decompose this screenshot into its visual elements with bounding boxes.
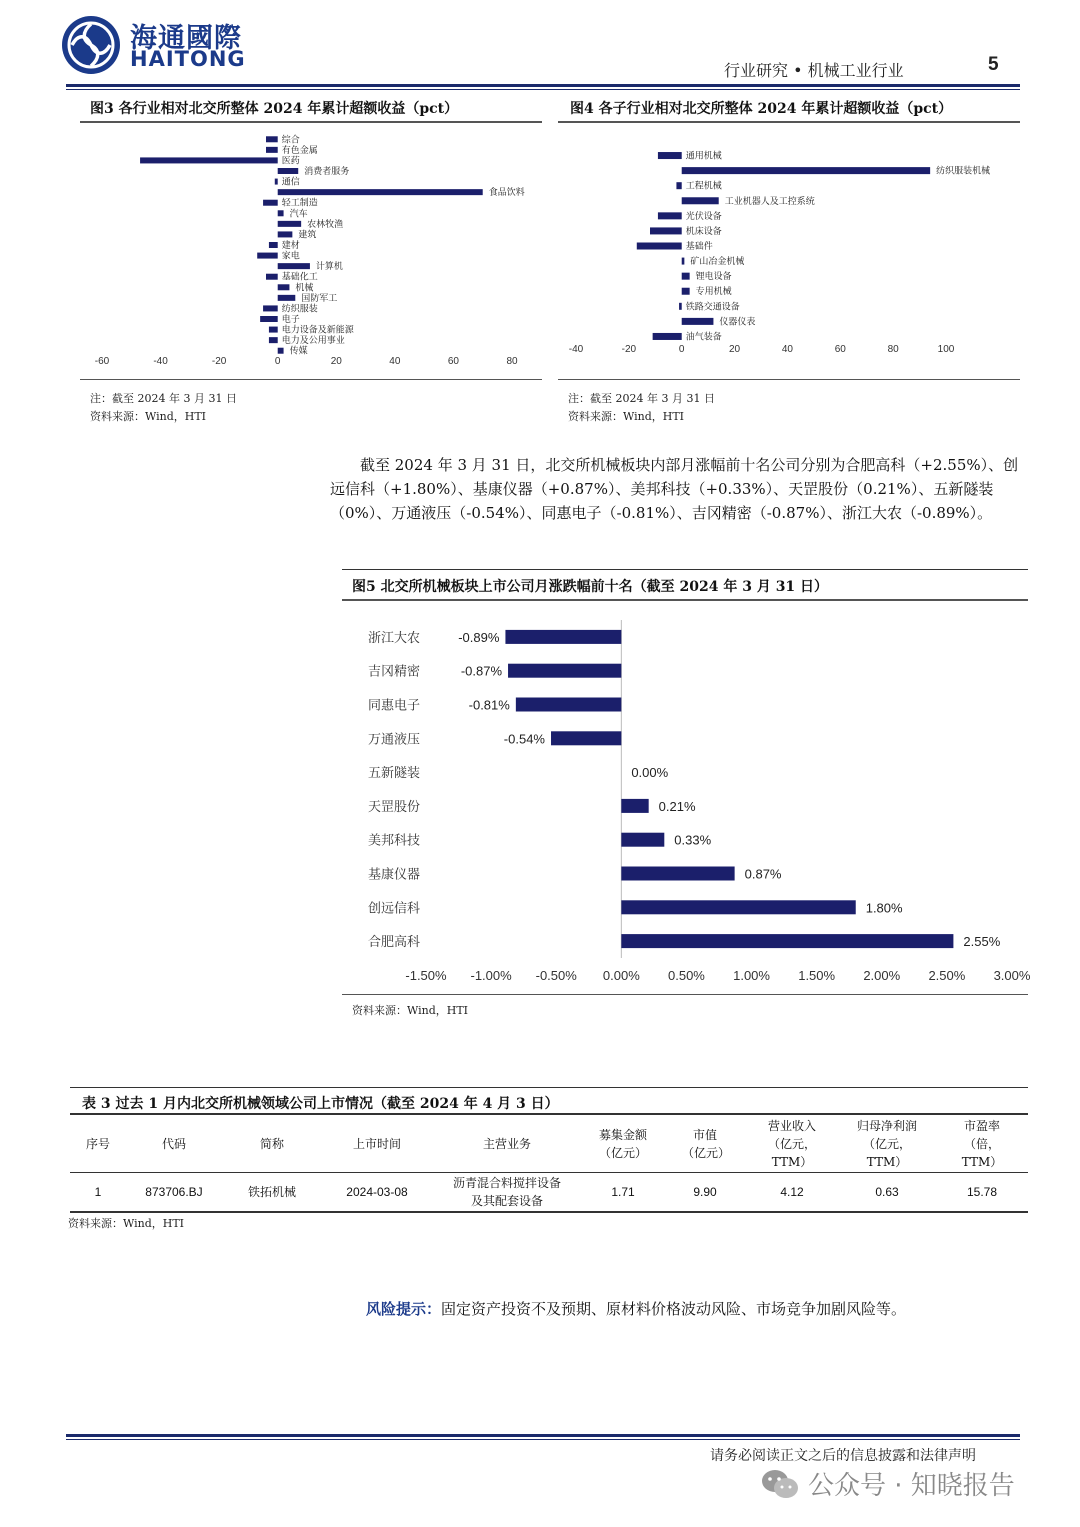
x-tick-label: 1.50% <box>798 968 836 983</box>
value-label: -0.89% <box>458 629 500 645</box>
value-label: -0.87% <box>460 663 503 679</box>
bar-label: 铁路交通设备 <box>685 302 740 313</box>
category-label: 合肥高科 <box>367 935 420 951</box>
table3-header-cell: 简称 <box>259 1136 284 1151</box>
bar-label: 通用机械 <box>685 151 722 162</box>
table3-cell: 铁拓机械 <box>247 1185 296 1200</box>
category-label: 创远信科 <box>367 901 420 917</box>
bar-万通液压 <box>551 731 621 745</box>
watermark-text: 公众号 · 知晓报告 <box>808 1471 1015 1501</box>
bar-天罡股份 <box>621 799 648 813</box>
table3-header-cell: 市值（亿元） <box>682 1127 731 1160</box>
table3 <box>70 1116 1028 1212</box>
value-label: 1.80% <box>865 900 903 916</box>
table3-header-cell: 主营业务 <box>482 1136 531 1151</box>
bar-label: 通信 <box>281 177 300 188</box>
table3-cell: 1.71 <box>611 1185 635 1200</box>
value-label: 2.55% <box>963 934 1001 950</box>
bar-电力设备及新能源 <box>269 327 278 333</box>
logo-cn: 海通國際 <box>130 23 242 54</box>
category-label: 同惠电子 <box>367 698 420 714</box>
value-label: -0.54% <box>503 731 546 747</box>
risk-warning <box>366 1298 906 1319</box>
table3-header-rule <box>70 1113 1028 1115</box>
table3-header-cell: 市盈率（倍，TTM） <box>961 1118 1003 1169</box>
bar-铁路交通设备 <box>679 303 682 310</box>
bar-光伏设备 <box>658 212 682 219</box>
x-tick-label: 0 <box>678 344 685 355</box>
value-label: 0.87% <box>744 866 782 882</box>
bar-label: 家电 <box>281 251 300 262</box>
table3-header-cell: 代码 <box>161 1136 186 1151</box>
category-label: 吉冈精密 <box>367 664 420 680</box>
bar-label: 电力及公用事业 <box>281 336 345 347</box>
header-section: 行业研究 • 机械工业行业 <box>724 61 904 80</box>
x-tick-label: 1.00% <box>733 968 770 983</box>
x-tick-label: 0.50% <box>668 968 705 983</box>
fig3-source: 资料来源：Wind，HTI <box>90 410 207 423</box>
bar-label: 油气装备 <box>685 332 722 343</box>
bar-label: 锂电设备 <box>695 272 732 283</box>
category-label: 基康仪器 <box>367 867 420 883</box>
bar-仪器仪表 <box>682 318 714 325</box>
fig4-chart <box>558 128 1020 378</box>
fig4-note: 注：截至 2024 年 3 月 31 日 <box>568 392 715 405</box>
table3-cell: 15.78 <box>966 1185 998 1200</box>
fig3-note: 注：截至 2024 年 3 月 31 日 <box>90 392 237 405</box>
category-label: 万通液压 <box>367 732 420 748</box>
bar-油气装备 <box>653 333 682 340</box>
category-label: 美邦科技 <box>367 833 420 849</box>
header-rule <box>66 84 1020 87</box>
bar-label: 工业机器人及工控系统 <box>724 196 815 207</box>
watermark <box>760 1465 1015 1502</box>
bar-label: 仪器仪表 <box>719 317 756 328</box>
x-tick-label: 2.50% <box>928 968 966 983</box>
table3-header-cell: 募集金额（亿元） <box>598 1127 647 1160</box>
fig5-title: 图5 北交所机械板块上市公司月涨跌幅前十名（截至 2024 年 3 月 31 日） <box>352 579 829 595</box>
category-label: 五新隧装 <box>367 766 420 782</box>
logo-en: HAITONG <box>130 47 246 71</box>
page-number: 5 <box>988 54 999 75</box>
bar-工程机械 <box>676 182 681 189</box>
bar-label: 机床设备 <box>685 226 722 237</box>
fig5-title-rule <box>342 599 1028 601</box>
table3-source: 资料来源：Wind，HTI <box>68 1217 185 1230</box>
x-tick-label: 60 <box>834 344 846 355</box>
x-tick-label: 0 <box>274 356 281 367</box>
x-tick-label: -20 <box>621 344 637 355</box>
haitong-logo-icon <box>60 14 122 76</box>
x-tick-label: -40 <box>568 344 584 355</box>
bar-家电 <box>257 253 278 259</box>
bar-专用机械 <box>682 288 690 295</box>
value-label: 0.33% <box>674 832 712 848</box>
fig4-bottom-rule <box>558 379 1020 380</box>
bar-电子 <box>260 316 278 322</box>
table3-cell: 0.63 <box>875 1185 899 1200</box>
x-tick-label: 80 <box>506 356 518 367</box>
x-tick-label: 20 <box>330 356 342 367</box>
x-tick-label: -1.00% <box>470 968 512 983</box>
x-tick-label: 2.00% <box>863 968 901 983</box>
x-tick-label: 60 <box>447 356 459 367</box>
bar-label: 农林牧渔 <box>307 219 344 230</box>
bar-label: 专用机械 <box>695 287 732 298</box>
bar-纺织服装 <box>263 305 278 311</box>
footer-rule <box>66 1434 1020 1437</box>
bar-计算机 <box>278 263 310 269</box>
table3-bottom-rule <box>70 1211 1028 1213</box>
table3-header-cell: 归母净利润（亿元，TTM） <box>856 1118 917 1169</box>
table3-cell: 2024-03-08 <box>346 1185 408 1200</box>
bar-label: 建材 <box>281 241 300 251</box>
x-tick-label: 20 <box>729 344 741 355</box>
bar-基康仪器 <box>621 867 734 881</box>
bar-同惠电子 <box>516 698 621 712</box>
category-label: 浙江大农 <box>367 630 420 646</box>
x-tick-label: 40 <box>781 344 793 355</box>
header-rule-thin <box>66 89 1020 90</box>
table3-cell: 9.90 <box>693 1185 717 1200</box>
table3-header-cell: 营业收入（亿元，TTM） <box>767 1118 816 1169</box>
bar-机械 <box>278 284 290 290</box>
risk-text: 固定资产投资不及预期、原材料价格波动风险、市场竞争加剧风险等。 <box>441 1300 907 1318</box>
bar-矿山冶金机械 <box>682 258 685 265</box>
value-label: -0.81% <box>468 697 510 713</box>
bar-label: 电子 <box>281 315 300 325</box>
risk-label: 风险提示： <box>366 1300 442 1318</box>
bar-通信 <box>275 179 278 185</box>
bar-农林牧渔 <box>278 221 301 227</box>
fig3-title-rule <box>80 121 542 123</box>
bar-通用机械 <box>658 152 682 159</box>
fig3-bottom-rule <box>80 379 542 380</box>
bar-有色金属 <box>266 147 278 153</box>
bar-浙江大农 <box>505 630 621 644</box>
x-tick-label: -0.50% <box>535 968 577 983</box>
footer-disclaimer: 请务必阅读正文之后的信息披露和法律声明 <box>710 1448 976 1464</box>
bar-电力及公用事业 <box>269 337 278 343</box>
bar-创远信科 <box>621 900 855 914</box>
bar-建材 <box>269 242 278 248</box>
bar-label: 综合 <box>281 135 300 146</box>
bar-label: 医药 <box>281 156 300 167</box>
bar-食品饮料 <box>278 189 483 195</box>
bar-传媒 <box>278 348 284 354</box>
bar-label: 轻工制造 <box>281 198 318 209</box>
bar-label: 建筑 <box>298 230 317 241</box>
bar-label: 矿山冶金机械 <box>690 257 745 268</box>
table-row <box>70 1172 1028 1212</box>
fig5-top-rule <box>342 569 1028 570</box>
category-label: 天罡股份 <box>367 799 420 815</box>
fig3-chart <box>80 128 542 378</box>
x-tick-label: -40 <box>153 356 168 367</box>
bar-轻工制造 <box>263 200 278 206</box>
bar-机床设备 <box>650 227 682 234</box>
bar-合肥高科 <box>621 934 953 948</box>
x-tick-label: -20 <box>211 356 227 367</box>
table3-cell: 沥青混合料搅拌设备及其配套设备 <box>452 1176 561 1209</box>
bar-label: 纺织服装 <box>281 304 318 315</box>
body-paragraph: 截至 2024 年 3 月 31 日，北交所机械板块内部月涨幅前十名公司分别为合肥高科（+2.55%）、创远信科（+1.80%）、基康仪器（+0.87%）、美邦科技（+0.33%）、天罡股份（0.21%）、五新隧装（0%）、万通液压（-0.54%）、同惠电子（-0.81%）、吉冈精密（-0.87%）、浙江大农（-0.89%）。 <box>330 456 1019 522</box>
fig4-source: 资料来源：Wind，HTI <box>568 410 685 423</box>
value-label: 0.21% <box>658 798 696 814</box>
fig4-title: 图4 各子行业相对北交所整体 2024 年累计超额收益（pct） <box>570 101 953 117</box>
bar-基础件 <box>637 243 682 250</box>
bar-label: 食品饮料 <box>488 188 525 199</box>
bar-label: 有色金属 <box>281 145 318 156</box>
bar-国防军工 <box>278 295 296 301</box>
bar-label: 工程机械 <box>685 181 722 192</box>
bar-建筑 <box>278 231 293 237</box>
fig5-bottom-rule <box>342 994 1028 995</box>
x-tick-label: -60 <box>94 356 110 367</box>
bar-label: 国防军工 <box>301 293 338 304</box>
x-tick-label: 3.00% <box>993 968 1031 983</box>
fig5-source: 资料来源：Wind，HTI <box>352 1004 469 1017</box>
bar-汽车 <box>278 210 284 216</box>
bar-label: 光伏设备 <box>685 211 722 222</box>
x-tick-label: -1.50% <box>405 968 447 983</box>
bar-工业机器人及工控系统 <box>682 197 719 204</box>
bar-label: 消费者服务 <box>304 167 350 177</box>
table3-header-cell: 上市时间 <box>352 1136 401 1151</box>
table3-cell: 1 <box>94 1185 102 1200</box>
table3-cell: 873706.BJ <box>145 1185 203 1200</box>
bar-美邦科技 <box>621 833 664 847</box>
table3-title: 表 3 过去 1 月内北交所机械领域公司上市情况（截至 2024 年 4 月 3 日） <box>82 1096 559 1112</box>
table3-header-cell: 序号 <box>85 1136 110 1151</box>
wechat-icon <box>760 1468 800 1500</box>
bar-label: 电力设备及新能源 <box>281 325 354 336</box>
bar-吉冈精密 <box>508 664 621 678</box>
bar-label: 传媒 <box>289 346 308 357</box>
fig3-title: 图3 各行业相对北交所整体 2024 年累计超额收益（pct） <box>90 101 459 117</box>
footer-rule-thin <box>66 1439 1020 1440</box>
bar-label: 基础件 <box>685 242 713 252</box>
bar-基础化工 <box>266 274 278 280</box>
fig4-title-rule <box>558 121 1020 123</box>
x-tick-label: 40 <box>389 356 401 367</box>
value-label: 0.00% <box>631 765 669 781</box>
logo <box>60 14 260 76</box>
bar-综合 <box>266 136 278 142</box>
bar-纺织服装机械 <box>682 167 930 174</box>
table3-top-rule <box>70 1087 1028 1088</box>
bar-label: 机械 <box>295 283 314 294</box>
bar-label: 纺织服装机械 <box>936 166 991 177</box>
bar-消费者服务 <box>278 168 299 174</box>
fig5-chart <box>342 612 1032 992</box>
bar-label: 基础化工 <box>281 272 318 283</box>
bar-label: 计算机 <box>315 262 343 273</box>
bar-医药 <box>140 157 278 163</box>
x-tick-label: 80 <box>887 344 899 355</box>
bar-label: 汽车 <box>289 209 308 220</box>
x-tick-label: 100 <box>937 344 955 355</box>
table3-cell: 4.12 <box>780 1185 804 1200</box>
bar-锂电设备 <box>682 273 690 280</box>
x-tick-label: 0.00% <box>602 968 640 983</box>
